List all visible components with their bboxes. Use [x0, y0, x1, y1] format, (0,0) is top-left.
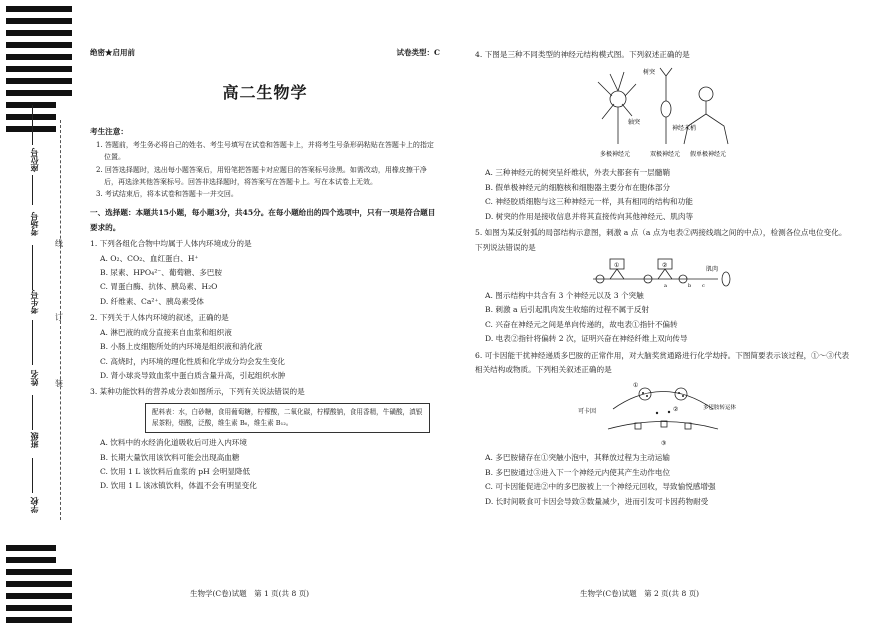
exam-room-label: 考场号 [29, 212, 39, 236]
option-c: C. 兴奋在神经元之间是单向传递的，故电表①指针不偏转 [485, 319, 678, 329]
question-6 [475, 349, 850, 510]
question-stem: 6. 可卡因能干扰神经递质多巴胺的正常作用，对大脑奖赏通路进行化学劫持。下图简要表示该过程，①～③代表相关结构或物质。下列相关叙述正确的是 [475, 350, 850, 375]
option-c: C. 胃蛋白酶、抗体、胰岛素、H₂O [100, 282, 218, 292]
cut-char-ding: 订 [55, 313, 63, 322]
fig-label-2: ② [672, 406, 678, 414]
left-column [90, 46, 440, 494]
fig-label-transporter: 多巴胺转运体 [702, 405, 736, 412]
option-b: B. 刺激 a 后引起肌肉发生收缩的过程不属于反射 [485, 305, 650, 315]
question-stem: 3. 某种功能饮料的营养成分表如图所示，下列有关说法错误的是 [90, 387, 305, 397]
fig-label-multipolar: 多极神经元 [599, 151, 630, 159]
header-row [90, 46, 440, 60]
notice-heading: 考生注意： [90, 126, 128, 136]
option-b: B. 多巴胺通过③进入下一个神经元内使其产生动作电位 [485, 467, 671, 477]
footer-left: 生物学(C卷)试题 第 1 页(共 8 页) [190, 589, 310, 598]
cocaine-synapse-figure [573, 379, 753, 449]
reflex-arc-figure [588, 257, 738, 287]
notice-item: 1. 答题前，考生务必将自己的姓名、考生号填写在试卷和答题卡上，并将考生号条形码粘贴在答题卡上的指定位置。 [96, 141, 434, 162]
option-d: D. 饮用 1 L 该冰镇饮料，体温不会有明显变化 [100, 481, 257, 491]
option-a: A. 图示结构中共含有 3 个神经元以及 3 个突触 [485, 290, 644, 300]
fig-label-muscle: 肌肉 [705, 265, 718, 273]
candidate-number-label: 考生号 [29, 290, 39, 314]
school-label: 学校 [29, 497, 39, 513]
cut-char-zhuang: 装 [55, 379, 63, 388]
right-column [475, 46, 850, 509]
question-2 [90, 311, 440, 383]
section-heading: 一、选择题：本题共15小题，每小题3分，共45分。在每小题给出的四个选项中，只有一项是符合题目要求的。 [90, 208, 436, 232]
fig-label-axon: 轴突 [627, 119, 640, 127]
neuron-types-figure [588, 64, 738, 164]
paper-type: 试卷类型：C [396, 48, 440, 57]
question-stem: 5. 如图为某反射弧的局部结构示意图，刺激 a 点（a 点为电表②两接线端之间的中点），检测各位点电位变化。下列说法错误的是 [475, 228, 847, 252]
fig-label-1: ① [632, 382, 638, 390]
option-a: A. O₂、CO₂、血红蛋白、H⁺ [100, 253, 199, 263]
option-d: D. 电表②指针将偏转 2 次，证明兴奋在神经纤维上双向传导 [485, 334, 688, 344]
option-c: C. 高烧时，内环境的理化性质和化学成分均会发生变化 [100, 356, 286, 366]
notice-block [90, 125, 440, 201]
fig-label-3: ③ [660, 440, 666, 448]
notice-item: 2. 回答选择题时，选出每小题答案后，用铅笔把答题卡对应题目的答案标号涂黑。如需改动，用橡皮擦干净后，再选涂其他答案标号。回答非选择题时，将答案写在答题卡上。写在本试卷上无效。 [96, 165, 427, 186]
cut-char-xian: 线 [55, 239, 63, 248]
notice-item: 3. 考试结束后，将本试卷和答题卡一并交回。 [96, 190, 238, 199]
fig-label-nerve-ending: 神经末梢 [671, 125, 696, 133]
fig-label-b: b [687, 282, 691, 287]
option-d: D. 纤维素、Ca²⁺、胰岛素受体 [100, 296, 204, 306]
question-3 [90, 385, 440, 494]
option-d: D. 树突的作用是接收信息并将其直接传向其他神经元、肌肉等 [485, 211, 694, 221]
fig-label-meter-1: ① [613, 261, 619, 269]
fig-label-dendrite: 树突 [642, 69, 655, 77]
fig-label-meter-2: ② [661, 261, 667, 269]
option-d: D. 肾小球炎导致血浆中蛋白质含量升高，引起组织水肿 [100, 370, 286, 380]
question-4 [475, 48, 850, 224]
option-b: B. 长期大量饮用该饮料可能会出现高血糖 [100, 452, 240, 462]
option-c: C. 饮用 1 L 该饮料后血浆的 pH 会明显降低 [100, 467, 251, 477]
secret-label: 绝密★启用前 [90, 48, 135, 57]
binding-margin [0, 0, 80, 630]
footer-right: 生物学(C卷)试题 第 2 页(共 8 页) [580, 589, 700, 598]
option-a: A. 饮料中的水经消化道吸收后可进入内环境 [100, 438, 247, 448]
option-c: C. 神经胶质细胞与这三种神经元一样，具有相同的结构和功能 [485, 197, 693, 207]
question-1 [90, 237, 440, 309]
question-5 [475, 226, 850, 347]
question-stem: 1. 下列各组化合物中均属于人体内环境成分的是 [90, 239, 252, 249]
name-label: 姓名 [29, 370, 39, 386]
top-barcode-stripes [6, 6, 72, 138]
option-a: A. 淋巴液的成分直接来自血浆和组织液 [100, 327, 232, 337]
question-stem: 2. 下列关于人体内环境的叙述，正确的是 [90, 313, 229, 323]
option-b: B. 尿素、HPO₄²⁻、葡萄糖、多巴胺 [100, 268, 222, 277]
fig-label-cocaine: 可卡因 [577, 408, 596, 416]
fig-label-a: a [663, 282, 667, 287]
question-stem: 4. 下图是三种不同类型的神经元结构模式图。下列叙述正确的是 [475, 50, 690, 59]
option-d: D. 长时间吸食可卡因会导致③数量减少，进而引发可卡因药物耐受 [485, 496, 709, 506]
option-a: A. 三种神经元的树突呈纤维状，外表大都套有一层髓鞘 [485, 168, 670, 178]
fig-label-c: c [701, 282, 705, 287]
ingredient-box: 配料表：水，白砂糖，食用葡萄糖，柠檬酸，二氧化碳，柠檬酸钠，食用香精，牛磺酸，滇银尿茶粉，烟酸，泛酸，维生素 B₆，维生素 B₁₂。 [145, 403, 430, 433]
option-c: C. 可卡因能促进②中的多巴胺被上一个神经元回收，导致愉悦感增强 [485, 482, 716, 492]
option-b: B. 假单极神经元的细胞核和细胞器主要分布在胞体部分 [485, 182, 671, 192]
fig-label-pseudounipolar: 假单极神经元 [689, 151, 726, 159]
option-a: A. 多巴胺储存在①突触小泡中，其释放过程为主动运输 [485, 453, 670, 463]
option-b: B. 小肠上皮细胞所处的内环境是组织液和消化液 [100, 342, 263, 352]
class-label: 班级 [29, 432, 39, 448]
page-title: 高二生物学 [222, 83, 308, 103]
seat-number-label: 座位号 [29, 148, 39, 172]
bottom-barcode-stripes [6, 545, 72, 629]
fig-label-bipolar: 双极神经元 [649, 151, 680, 159]
